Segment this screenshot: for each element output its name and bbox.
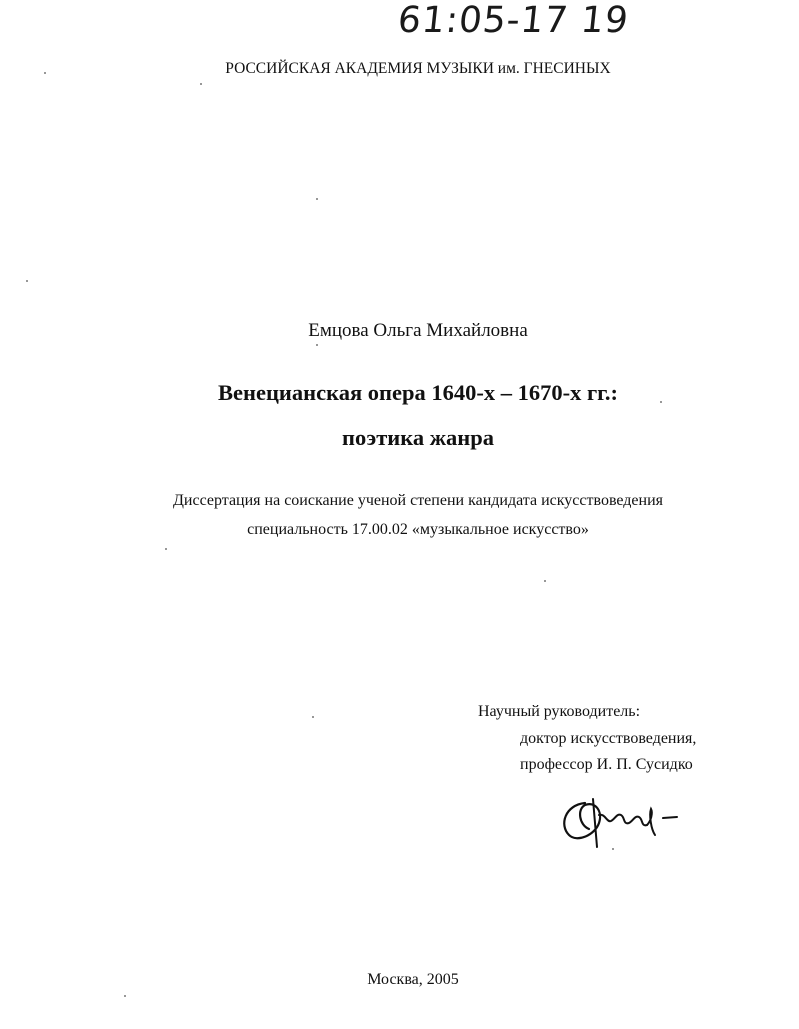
scan-speck xyxy=(660,401,662,403)
thesis-title-line1: Венецианская опера 1640-х – 1670-х гг.: xyxy=(218,380,618,405)
supervisor-name: профессор И. П. Сусидко xyxy=(520,756,693,773)
scan-speck xyxy=(165,548,167,550)
archive-number: 61:05-17 19 xyxy=(395,0,631,41)
supervisor-label: Научный руководитель: xyxy=(478,703,641,720)
scan-speck xyxy=(312,716,314,718)
institution-name: РОССИЙСКАЯ АКАДЕМИЯ МУЗЫКИ им. ГНЕСИНЫХ xyxy=(225,60,611,77)
scan-speck xyxy=(612,848,614,850)
scan-speck xyxy=(316,344,318,346)
thesis-title-line2: поэтика жанра xyxy=(341,425,495,450)
supervisor-degree: доктор искусствоведения, xyxy=(520,730,697,747)
handwritten-signature xyxy=(555,785,685,850)
author-name: Емцова Ольга Михайловна xyxy=(308,320,528,341)
scan-speck xyxy=(44,72,46,74)
place-and-year: Москва, 2005 xyxy=(367,971,459,988)
scan-speck xyxy=(26,280,28,282)
specialty-statement: специальность 17.00.02 «музыкальное искусство» xyxy=(247,521,589,538)
degree-statement: Диссертация на соискание ученой степени кандидата искусствоведения xyxy=(172,492,664,509)
scan-speck xyxy=(316,198,318,200)
scan-speck xyxy=(544,580,546,582)
scan-speck xyxy=(200,83,202,85)
scan-speck xyxy=(124,995,126,997)
